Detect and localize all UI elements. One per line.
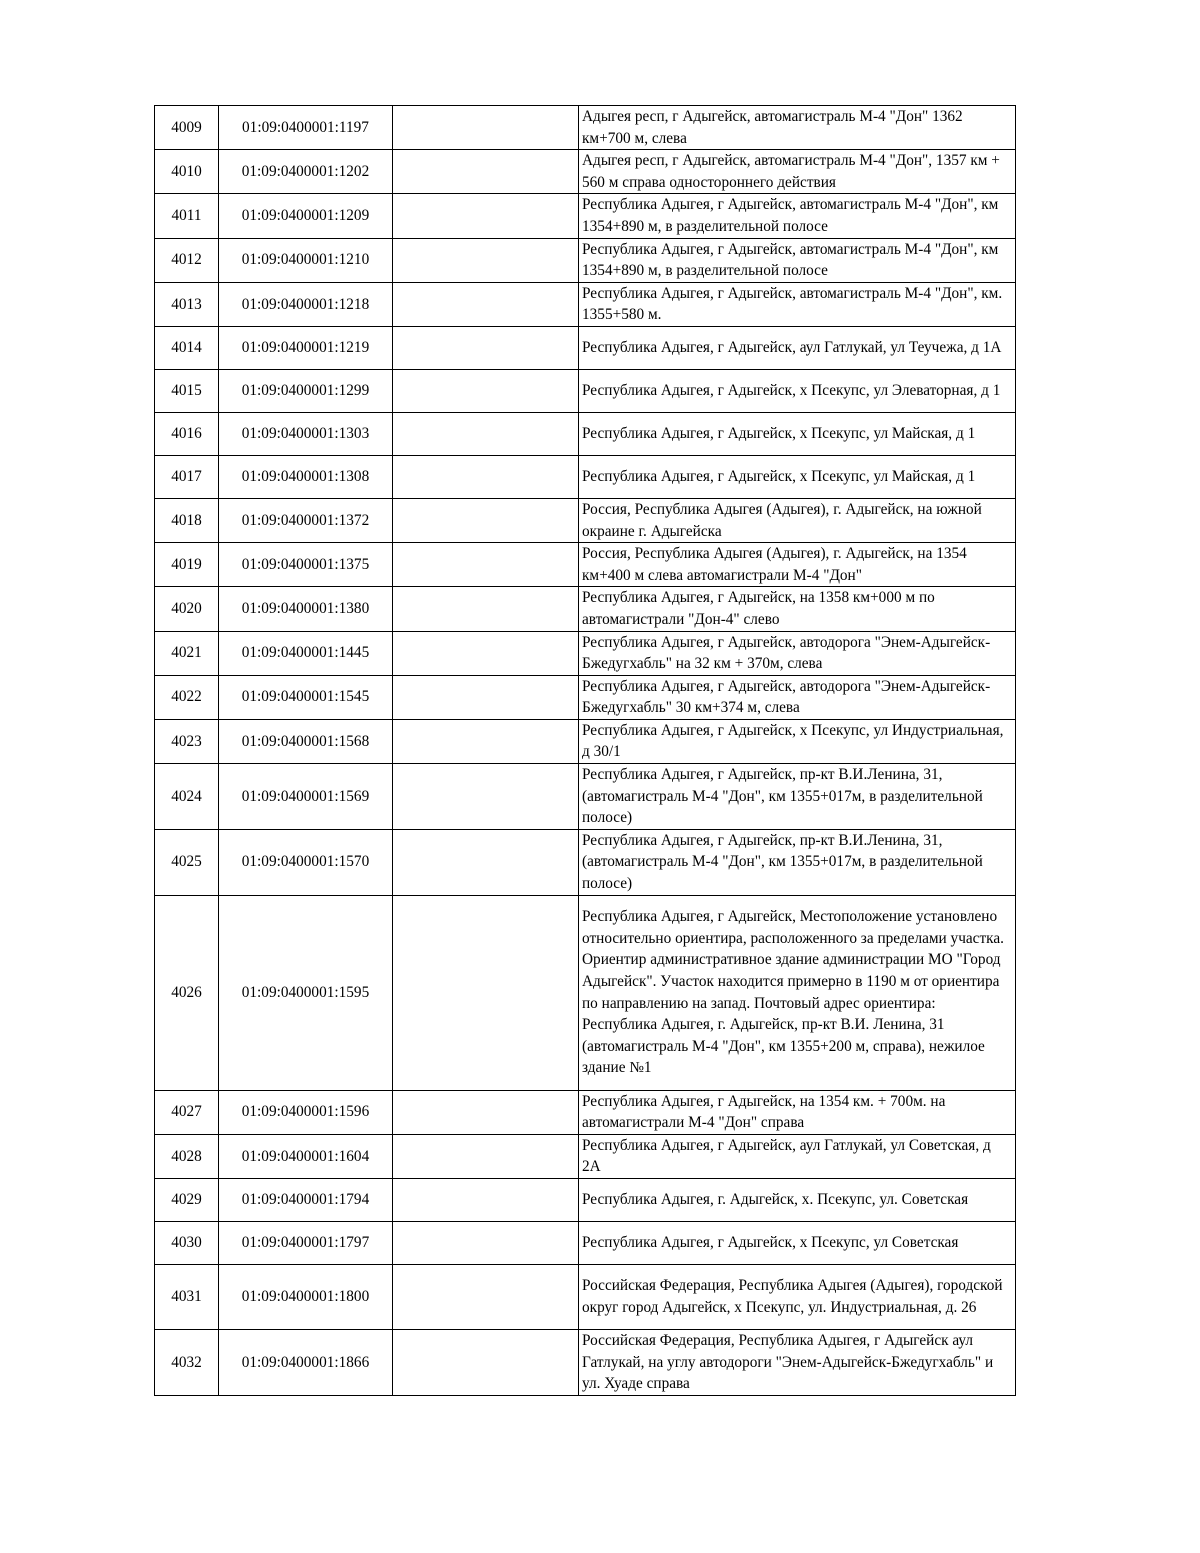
empty-cell — [393, 764, 579, 830]
row-number-cell: 4020 — [155, 587, 219, 631]
empty-cell — [393, 829, 579, 895]
row-number-cell: 4026 — [155, 895, 219, 1090]
row-number-cell: 4019 — [155, 543, 219, 587]
table-row — [155, 543, 1016, 587]
row-number-cell: 4031 — [155, 1265, 219, 1330]
empty-cell — [393, 326, 579, 369]
empty-cell — [393, 282, 579, 326]
table-row — [155, 631, 1016, 675]
cadastral-number-cell: 01:09:0400001:1308 — [219, 455, 393, 498]
empty-cell — [393, 675, 579, 719]
table-row — [155, 895, 1016, 1090]
address-cell: Республика Адыгея, г Адыгейск, автомагистраль М-4 "Дон", км. 1355+580 м. — [579, 282, 1016, 326]
table-row — [155, 675, 1016, 719]
row-number-cell: 4009 — [155, 106, 219, 150]
address-cell: Республика Адыгея, г. Адыгейск, х. Псекупс, ул. Советская — [579, 1179, 1016, 1222]
empty-cell — [393, 631, 579, 675]
cadastral-number-cell: 01:09:0400001:1794 — [219, 1179, 393, 1222]
address-cell: Адыгея респ, г Адыгейск, автомагистраль М-4 "Дон", 1357 км + 560 м справа одностороннего действия — [579, 150, 1016, 194]
table-row — [155, 238, 1016, 282]
registry-table — [154, 105, 1016, 1396]
cadastral-number-cell: 01:09:0400001:1866 — [219, 1330, 393, 1396]
row-number-cell: 4027 — [155, 1090, 219, 1134]
address-cell: Россия, Республика Адыгея (Адыгея), г. Адыгейск, на 1354 км+400 м слева автомагистрали М-4 "Дон" — [579, 543, 1016, 587]
cadastral-number-cell: 01:09:0400001:1219 — [219, 326, 393, 369]
row-number-cell: 4024 — [155, 764, 219, 830]
cadastral-number-cell: 01:09:0400001:1445 — [219, 631, 393, 675]
address-cell: Республика Адыгея, г Адыгейск, х Псекупс, ул Элеваторная, д 1 — [579, 369, 1016, 412]
row-number-cell: 4030 — [155, 1222, 219, 1265]
cadastral-number-cell: 01:09:0400001:1372 — [219, 498, 393, 542]
cadastral-number-cell: 01:09:0400001:1797 — [219, 1222, 393, 1265]
table-row — [155, 1222, 1016, 1265]
row-number-cell: 4016 — [155, 412, 219, 455]
table-row — [155, 106, 1016, 150]
address-cell: Республика Адыгея, г Адыгейск, х Псекупс, ул Майская, д 1 — [579, 455, 1016, 498]
table-row — [155, 1134, 1016, 1178]
empty-cell — [393, 1090, 579, 1134]
address-cell: Республика Адыгея, г Адыгейск, аул Гатлукай, ул Советская, д 2А — [579, 1134, 1016, 1178]
cadastral-number-cell: 01:09:0400001:1303 — [219, 412, 393, 455]
empty-cell — [393, 412, 579, 455]
table-row — [155, 764, 1016, 830]
table-row — [155, 498, 1016, 542]
table-row — [155, 1090, 1016, 1134]
address-cell: Республика Адыгея, г Адыгейск, автодорога "Энем-Адыгейск-Бжедугхабль" на 32 км + 370м, слева — [579, 631, 1016, 675]
address-cell: Республика Адыгея, г Адыгейск, на 1358 км+000 м по автомагистрали "Дон-4" слево — [579, 587, 1016, 631]
address-cell: Российская Федерация, Республика Адыгея (Адыгея), городской округ город Адыгейск, х Псекупс, ул. Индустриальная, д. 26 — [579, 1265, 1016, 1330]
empty-cell — [393, 1222, 579, 1265]
row-number-cell: 4012 — [155, 238, 219, 282]
cadastral-number-cell: 01:09:0400001:1209 — [219, 194, 393, 238]
table-row — [155, 587, 1016, 631]
table-row — [155, 150, 1016, 194]
cadastral-number-cell: 01:09:0400001:1570 — [219, 829, 393, 895]
row-number-cell: 4032 — [155, 1330, 219, 1396]
address-cell: Республика Адыгея, г Адыгейск, х Псекупс, ул Советская — [579, 1222, 1016, 1265]
address-cell: Республика Адыгея, г Адыгейск, автомагистраль М-4 "Дон", км 1354+890 м, в разделительной полосе — [579, 194, 1016, 238]
row-number-cell: 4018 — [155, 498, 219, 542]
empty-cell — [393, 895, 579, 1090]
table-row — [155, 719, 1016, 763]
table-row — [155, 1265, 1016, 1330]
cadastral-number-cell: 01:09:0400001:1800 — [219, 1265, 393, 1330]
cadastral-number-cell: 01:09:0400001:1595 — [219, 895, 393, 1090]
empty-cell — [393, 106, 579, 150]
row-number-cell: 4013 — [155, 282, 219, 326]
address-cell: Республика Адыгея, г Адыгейск, Местоположение установлено относительно ориентира, расположенного за пределами участка. Ориентир административное здание администрации МО "Город Адыгейск". Участок находится примерно в 1190 м от ориентира по направлению на запад. Почтовый адрес ориентира: Республика Адыгея, г. Адыгейск, пр-кт В.И. Ленина, 31 (автомагистраль М-4 "Дон", км 1355+200 м, справа), нежилое здание №1 — [579, 895, 1016, 1090]
cadastral-number-cell: 01:09:0400001:1375 — [219, 543, 393, 587]
table-row — [155, 1179, 1016, 1222]
row-number-cell: 4025 — [155, 829, 219, 895]
cadastral-number-cell: 01:09:0400001:1568 — [219, 719, 393, 763]
address-cell: Республика Адыгея, г Адыгейск, на 1354 км. + 700м. на автомагистрали М-4 "Дон" справа — [579, 1090, 1016, 1134]
address-cell: Республика Адыгея, г Адыгейск, автодорога "Энем-Адыгейск-Бжедугхабль" 30 км+374 м, слева — [579, 675, 1016, 719]
address-cell: Республика Адыгея, г Адыгейск, пр-кт В.И.Ленина, 31, (автомагистраль М-4 "Дон", км 1355+017м, в разделительной полосе) — [579, 764, 1016, 830]
empty-cell — [393, 238, 579, 282]
empty-cell — [393, 1134, 579, 1178]
empty-cell — [393, 587, 579, 631]
table-row — [155, 455, 1016, 498]
empty-cell — [393, 194, 579, 238]
row-number-cell: 4021 — [155, 631, 219, 675]
table-row — [155, 369, 1016, 412]
table-row — [155, 282, 1016, 326]
address-cell: Республика Адыгея, г Адыгейск, автомагистраль М-4 "Дон", км 1354+890 м, в разделительной полосе — [579, 238, 1016, 282]
empty-cell — [393, 1179, 579, 1222]
registry-table-body — [155, 106, 1016, 1396]
row-number-cell: 4015 — [155, 369, 219, 412]
cadastral-number-cell: 01:09:0400001:1596 — [219, 1090, 393, 1134]
row-number-cell: 4017 — [155, 455, 219, 498]
row-number-cell: 4010 — [155, 150, 219, 194]
address-cell: Республика Адыгея, г Адыгейск, пр-кт В.И.Ленина, 31, (автомагистраль М-4 "Дон", км 1355+017м, в разделительной полосе) — [579, 829, 1016, 895]
cadastral-number-cell: 01:09:0400001:1569 — [219, 764, 393, 830]
table-row — [155, 829, 1016, 895]
address-cell: Республика Адыгея, г Адыгейск, аул Гатлукай, ул Теучежа, д 1А — [579, 326, 1016, 369]
cadastral-number-cell: 01:09:0400001:1218 — [219, 282, 393, 326]
cadastral-number-cell: 01:09:0400001:1202 — [219, 150, 393, 194]
address-cell: Адыгея респ, г Адыгейск, автомагистраль М-4 "Дон" 1362 км+700 м, слева — [579, 106, 1016, 150]
row-number-cell: 4014 — [155, 326, 219, 369]
cadastral-number-cell: 01:09:0400001:1210 — [219, 238, 393, 282]
row-number-cell: 4022 — [155, 675, 219, 719]
table-row — [155, 412, 1016, 455]
empty-cell — [393, 150, 579, 194]
table-row — [155, 1330, 1016, 1396]
cadastral-number-cell: 01:09:0400001:1299 — [219, 369, 393, 412]
empty-cell — [393, 719, 579, 763]
empty-cell — [393, 455, 579, 498]
address-cell: Республика Адыгея, г Адыгейск, х Псекупс, ул Индустриальная, д 30/1 — [579, 719, 1016, 763]
cadastral-number-cell: 01:09:0400001:1545 — [219, 675, 393, 719]
empty-cell — [393, 1265, 579, 1330]
empty-cell — [393, 498, 579, 542]
row-number-cell: 4028 — [155, 1134, 219, 1178]
cadastral-number-cell: 01:09:0400001:1604 — [219, 1134, 393, 1178]
row-number-cell: 4023 — [155, 719, 219, 763]
table-row — [155, 194, 1016, 238]
table-row — [155, 326, 1016, 369]
address-cell: Российская Федерация, Республика Адыгея, г Адыгейск аул Гатлукай, на углу автодороги "Энем-Адыгейск-Бжедугхабль" и ул. Хуаде справа — [579, 1330, 1016, 1396]
row-number-cell: 4011 — [155, 194, 219, 238]
cadastral-number-cell: 01:09:0400001:1380 — [219, 587, 393, 631]
address-cell: Россия, Республика Адыгея (Адыгея), г. Адыгейск, на южной окраине г. Адыгейска — [579, 498, 1016, 542]
empty-cell — [393, 543, 579, 587]
address-cell: Республика Адыгея, г Адыгейск, х Псекупс, ул Майская, д 1 — [579, 412, 1016, 455]
empty-cell — [393, 369, 579, 412]
row-number-cell: 4029 — [155, 1179, 219, 1222]
cadastral-number-cell: 01:09:0400001:1197 — [219, 106, 393, 150]
empty-cell — [393, 1330, 579, 1396]
